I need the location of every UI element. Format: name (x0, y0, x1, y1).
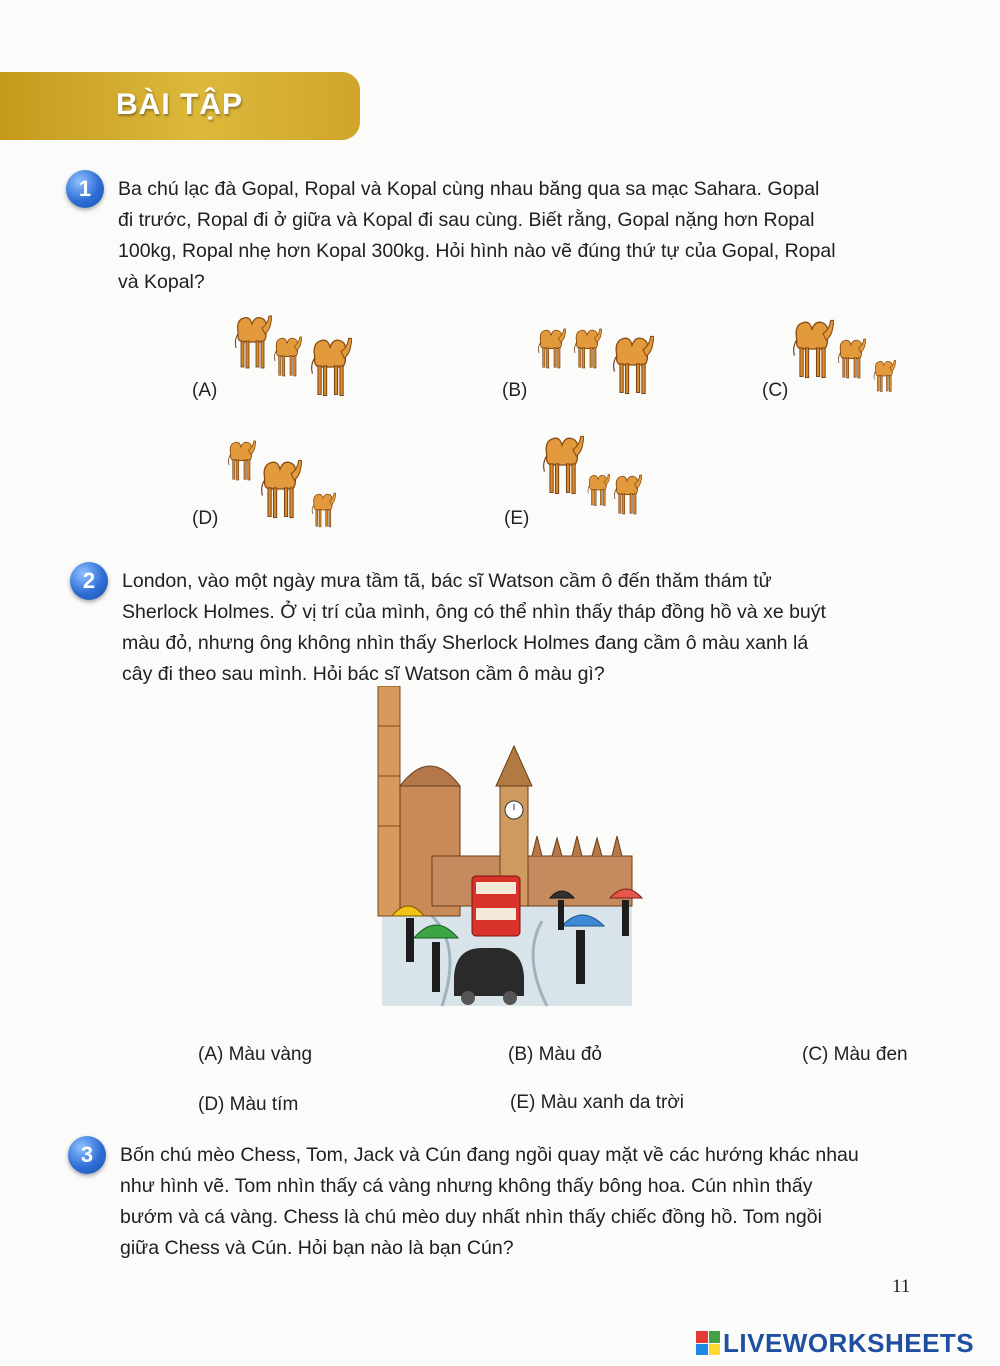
option-c[interactable]: (C) (762, 380, 789, 401)
camel-group-c (790, 316, 910, 400)
camel-group-a (232, 312, 362, 402)
option-d[interactable]: (D) (192, 508, 219, 529)
option-a[interactable]: (A) (192, 380, 218, 401)
option-e[interactable]: (E) (504, 508, 530, 529)
camel-icon (536, 326, 566, 371)
option-c[interactable]: (C) Màu đen (802, 1044, 908, 1065)
option-a[interactable]: (A) Màu vàng (198, 1044, 313, 1065)
liveworksheets-watermark (696, 1328, 974, 1358)
question-line: London, vào một ngày mưa tầm tã, bác sĩ Watson cầm ô đến thăm thám tử (122, 570, 772, 592)
london-scene-drawing (372, 686, 662, 1016)
option-d[interactable]: (D) Màu tím (198, 1094, 299, 1115)
camel-icon (612, 472, 642, 517)
question-line: đi trước, Ropal đi ở giữa và Kopal đi sau cùng. Biết rằng, Gopal nặng hơn Ropal (118, 209, 815, 231)
question-line: giữa Chess và Cún. Hỏi bạn nào là bạn Cún? (120, 1237, 514, 1259)
question-3-text (120, 1140, 925, 1264)
question-2-text (122, 566, 927, 690)
question-line: Ba chú lạc đà Gopal, Ropal và Kopal cùng nhau băng qua sa mạc Sahara. Gopal (118, 178, 820, 200)
camel-icon (308, 334, 352, 400)
camel-icon (226, 438, 256, 483)
camel-icon (540, 432, 584, 498)
question-1-text (118, 174, 923, 298)
question-number-badge: 1 (66, 170, 104, 208)
option-b[interactable]: (B) (502, 380, 528, 401)
london-scene-illustration (372, 686, 662, 1016)
camel-icon (836, 336, 866, 381)
camel-icon (790, 316, 834, 382)
camel-icon (310, 490, 336, 530)
camel-icon (258, 456, 302, 522)
option-b[interactable]: (B) Màu đỏ (508, 1044, 602, 1065)
section-banner (0, 72, 360, 140)
question-line: màu đỏ, nhưng ông không nhìn thấy Sherlock Holmes đang cầm ô màu xanh lá (122, 632, 809, 654)
camel-group-d (226, 438, 356, 538)
question-number-badge: 2 (70, 562, 108, 600)
question-line: 100kg, Ropal nhẹ hơn Kopal 300kg. Hỏi hình nào vẽ đúng thứ tự của Gopal, Ropal (118, 240, 836, 262)
camel-icon (610, 332, 654, 398)
question-line: như hình vẽ. Tom nhìn thấy cá vàng nhưng không thấy bông hoa. Cún nhìn thấy (120, 1175, 813, 1197)
question-line: bướm và cá vàng. Chess là chú mèo duy nhất nhìn thấy chiếc đồng hồ. Tom ngồi (120, 1206, 822, 1228)
section-title: BÀI TẬP (116, 88, 243, 121)
question-line: Bốn chú mèo Chess, Tom, Jack và Cún đang ngồi quay mặt về các hướng khác nhau (120, 1144, 859, 1166)
bleed-through-area (840, 440, 990, 560)
camel-icon (232, 312, 272, 372)
watermark-text: LIVEWORKSHEETS (723, 1327, 975, 1358)
camel-group-b (536, 326, 666, 406)
page-number: 11 (892, 1276, 911, 1297)
option-e[interactable]: (E) Màu xanh da trời (510, 1092, 685, 1113)
camel-icon (572, 326, 602, 371)
question-number-badge: 3 (68, 1136, 106, 1174)
question-line: cây đi theo sau mình. Hỏi bác sĩ Watson cầm ô màu gì? (122, 663, 605, 685)
question-line: Sherlock Holmes. Ở vị trí của mình, ông có thể nhìn thấy tháp đồng hồ và xe buýt (122, 601, 826, 623)
camel-icon (586, 472, 610, 508)
camel-icon (872, 358, 896, 394)
question-line: và Kopal? (118, 271, 205, 293)
camel-icon (272, 334, 302, 379)
camel-group-e (540, 432, 650, 522)
liveworksheets-logo-icon (696, 1331, 720, 1355)
